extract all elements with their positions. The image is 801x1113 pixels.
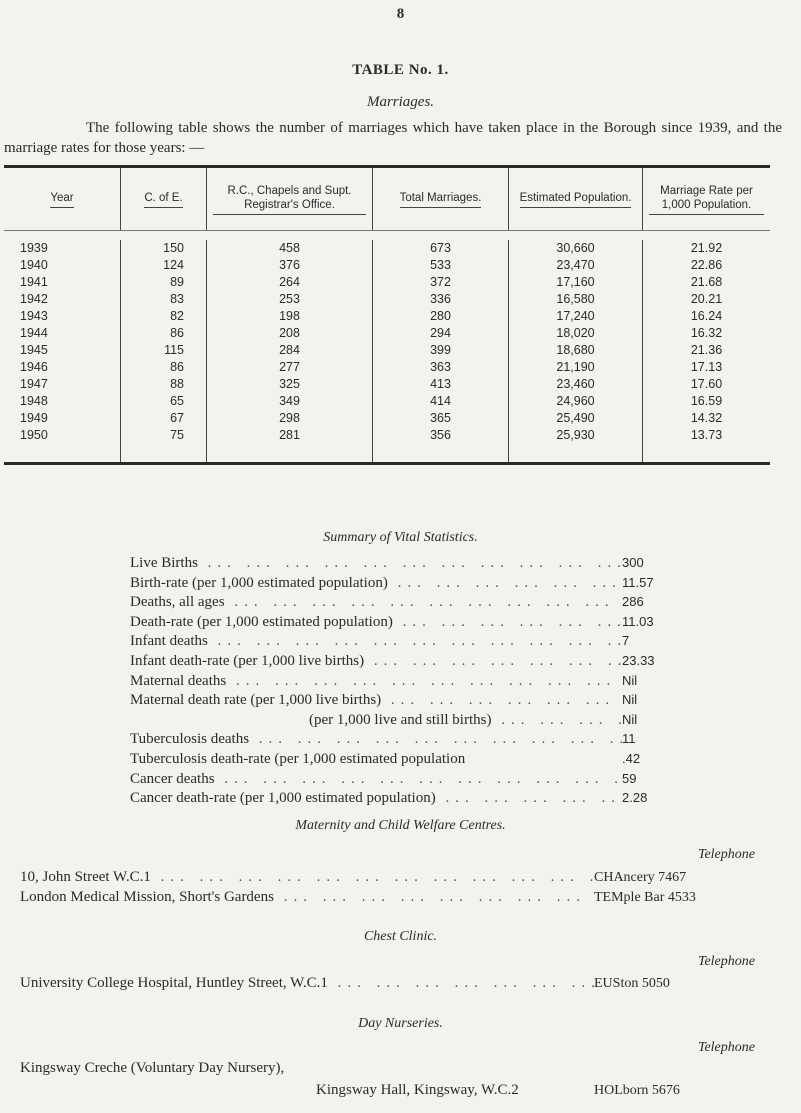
header-c-of-e: C. of E. bbox=[120, 168, 206, 230]
stat-value: 2.28 bbox=[622, 790, 648, 806]
stat-value: 59 bbox=[622, 770, 637, 786]
cell-total-marriages: 372 bbox=[372, 274, 508, 291]
cell-estimated-population: 18,020 bbox=[508, 325, 642, 342]
cell-c-of-e: 86 bbox=[120, 359, 206, 376]
cell-year: 1949 bbox=[20, 411, 48, 425]
entry-name: University College Hospital, Huntley Street, W.C.1 ... . bbox=[20, 975, 594, 992]
stat-label: Cancer death-rate (per 1,000 estimated population) ... . bbox=[130, 790, 622, 807]
table-row bbox=[4, 240, 770, 257]
cell-c-of-e: 115 bbox=[120, 342, 206, 359]
stat-label: Infant deaths ... . bbox=[130, 633, 622, 650]
stat-row bbox=[130, 692, 690, 712]
cell-marriage-rate: 14.32 bbox=[642, 410, 770, 427]
table-row bbox=[4, 410, 770, 427]
cell-marriage-rate: 21.36 bbox=[642, 342, 770, 359]
entry-name: Kingsway Creche (Voluntary Day Nursery), bbox=[20, 1060, 285, 1076]
page-number: 8 bbox=[396, 6, 405, 22]
cell-rc-chapels: 281 bbox=[206, 427, 372, 444]
stat-value: 11 bbox=[622, 731, 636, 747]
entry-phone: EUSton 5050 bbox=[594, 976, 670, 991]
header-marriage-rate: Marriage Rate per 1,000 Population. bbox=[642, 168, 770, 230]
stat-row bbox=[130, 751, 690, 771]
cell-rc-chapels: 298 bbox=[206, 410, 372, 427]
maternity-title: Maternity and Child Welfare Centres. bbox=[295, 818, 506, 833]
cell-c-of-e: 86 bbox=[120, 325, 206, 342]
cell-estimated-population: 25,930 bbox=[508, 427, 642, 444]
entry-name: 10, John Street W.C.1 ... . bbox=[20, 869, 594, 886]
stat-label: Death-rate (per 1,000 estimated population) ... . bbox=[130, 614, 622, 631]
cell-rc-chapels: 458 bbox=[206, 240, 372, 257]
cell-total-marriages: 363 bbox=[372, 359, 508, 376]
cell-total-marriages: 414 bbox=[372, 393, 508, 410]
cell-marriage-rate: 17.13 bbox=[642, 359, 770, 376]
entry-address: Kingsway Hall, Kingsway, W.C.2 bbox=[316, 1082, 519, 1098]
cell-marriage-rate: 16.24 bbox=[642, 308, 770, 325]
cell-c-of-e: 89 bbox=[120, 274, 206, 291]
cell-year: 1945 bbox=[20, 343, 48, 357]
table-row bbox=[4, 359, 770, 376]
stat-row bbox=[130, 575, 690, 595]
table-bottom-rule bbox=[4, 462, 770, 465]
stat-value: 23.33 bbox=[622, 652, 655, 668]
cell-estimated-population: 24,960 bbox=[508, 393, 642, 410]
cell-marriage-rate: 21.68 bbox=[642, 274, 770, 291]
cell-estimated-population: 21,190 bbox=[508, 359, 642, 376]
stat-row bbox=[130, 731, 690, 751]
table-title: TABLE No. 1. bbox=[352, 62, 449, 78]
cell-marriage-rate: 20.21 bbox=[642, 291, 770, 308]
stat-value: Nil bbox=[622, 672, 638, 688]
cell-total-marriages: 280 bbox=[372, 308, 508, 325]
stat-row bbox=[130, 614, 690, 634]
entry-phone: HOLborn 5676 bbox=[594, 1083, 680, 1098]
table-row bbox=[4, 342, 770, 359]
table-row bbox=[4, 257, 770, 274]
stat-value: Nil bbox=[622, 692, 638, 708]
table-row bbox=[4, 274, 770, 291]
cell-total-marriages: 336 bbox=[372, 291, 508, 308]
cell-estimated-population: 17,160 bbox=[508, 274, 642, 291]
cell-total-marriages: 673 bbox=[372, 240, 508, 257]
cell-total-marriages: 356 bbox=[372, 427, 508, 444]
entry-phone: CHAncery 7467 bbox=[594, 870, 687, 885]
table-header-row bbox=[4, 168, 770, 230]
header-total-marriages: Total Marriages. bbox=[372, 168, 508, 230]
stat-value: 286 bbox=[622, 594, 644, 610]
day-nursery-entry bbox=[20, 1060, 760, 1080]
table-row bbox=[4, 427, 770, 444]
cell-estimated-population: 30,660 bbox=[508, 240, 642, 257]
cell-rc-chapels: 208 bbox=[206, 325, 372, 342]
entry-name: London Medical Mission, Short's Gardens ... . bbox=[20, 889, 594, 906]
cell-marriage-rate: 17.60 bbox=[642, 376, 770, 393]
table-subtitle: Marriages. bbox=[366, 94, 435, 110]
cell-rc-chapels: 349 bbox=[206, 393, 372, 410]
cell-year: 1943 bbox=[20, 309, 48, 323]
chest-clinic-telephone-label: Telephone bbox=[697, 954, 755, 969]
header-rc-chapels: R.C., Chapels and Supt. Registrar's Office. bbox=[206, 168, 372, 230]
cell-total-marriages: 365 bbox=[372, 410, 508, 427]
header-year: Year bbox=[4, 168, 120, 230]
cell-c-of-e: 67 bbox=[120, 410, 206, 427]
cell-total-marriages: 413 bbox=[372, 376, 508, 393]
stat-label: Deaths, all ages ... . bbox=[130, 594, 622, 611]
cell-estimated-population: 23,460 bbox=[508, 376, 642, 393]
cell-c-of-e: 124 bbox=[120, 257, 206, 274]
maternity-telephone-label: Telephone bbox=[697, 847, 755, 862]
cell-year: 1944 bbox=[20, 326, 48, 340]
cell-total-marriages: 399 bbox=[372, 342, 508, 359]
cell-rc-chapels: 277 bbox=[206, 359, 372, 376]
intro-paragraph: The following table shows the number of marriages which have taken place in the Borough since 1939, and the marriage rates for those years: — bbox=[4, 120, 782, 156]
cell-total-marriages: 294 bbox=[372, 325, 508, 342]
stat-row bbox=[130, 712, 690, 732]
stat-label: Infant death-rate (per 1,000 live births) ... . bbox=[130, 653, 622, 670]
cell-marriage-rate: 13.73 bbox=[642, 427, 770, 444]
marriages-table bbox=[4, 165, 770, 465]
cell-c-of-e: 82 bbox=[120, 308, 206, 325]
cell-year: 1942 bbox=[20, 292, 48, 306]
stat-row bbox=[130, 673, 690, 693]
cell-rc-chapels: 264 bbox=[206, 274, 372, 291]
cell-year: 1939 bbox=[20, 241, 48, 255]
cell-c-of-e: 65 bbox=[120, 393, 206, 410]
cell-c-of-e: 75 bbox=[120, 427, 206, 444]
cell-total-marriages: 533 bbox=[372, 257, 508, 274]
cell-year: 1950 bbox=[20, 428, 48, 442]
day-nurseries-title: Day Nurseries. bbox=[358, 1016, 443, 1031]
day-nurseries-telephone-label: Telephone bbox=[697, 1040, 755, 1055]
cell-year: 1940 bbox=[20, 258, 48, 272]
stat-label: Cancer deaths ... . bbox=[130, 771, 622, 788]
cell-c-of-e: 150 bbox=[120, 240, 206, 257]
stat-value: 300 bbox=[622, 555, 644, 570]
cell-rc-chapels: 376 bbox=[206, 257, 372, 274]
vital-stats-list bbox=[130, 555, 690, 810]
header-estimated-population: Estimated Population. bbox=[508, 168, 642, 230]
stat-label: Birth-rate (per 1,000 estimated population) ... . bbox=[130, 575, 622, 592]
cell-rc-chapels: 198 bbox=[206, 308, 372, 325]
stat-label: Tuberculosis deaths ... . bbox=[130, 731, 622, 748]
table-row bbox=[4, 308, 770, 325]
cell-c-of-e: 88 bbox=[120, 376, 206, 393]
cell-estimated-population: 16,580 bbox=[508, 291, 642, 308]
stat-value: 11.57 bbox=[622, 574, 654, 590]
day-nursery-address-row bbox=[20, 1082, 760, 1102]
cell-estimated-population: 25,490 bbox=[508, 410, 642, 427]
stat-value: Nil bbox=[622, 711, 638, 727]
stat-label: Tuberculosis death-rate (per 1,000 estimated population bbox=[130, 750, 466, 767]
stat-value: 7 bbox=[622, 633, 630, 649]
stat-row bbox=[130, 555, 690, 575]
vital-stats-title: Summary of Vital Statistics. bbox=[323, 530, 478, 545]
cell-year: 1948 bbox=[20, 394, 48, 408]
table-row bbox=[4, 376, 770, 393]
entry-phone: TEMple Bar 4533 bbox=[594, 890, 696, 905]
stat-label: Maternal deaths ... . bbox=[130, 673, 622, 690]
cell-marriage-rate: 22.86 bbox=[642, 257, 770, 274]
stat-label: (per 1,000 live and still births) ... . bbox=[130, 712, 622, 729]
cell-year: 1941 bbox=[20, 275, 48, 289]
table-body bbox=[4, 230, 770, 462]
cell-c-of-e: 83 bbox=[120, 291, 206, 308]
stat-value: .42 bbox=[622, 750, 641, 766]
cell-rc-chapels: 325 bbox=[206, 376, 372, 393]
stat-value: 11.03 bbox=[622, 613, 654, 629]
cell-year: 1946 bbox=[20, 360, 48, 374]
table-row bbox=[4, 291, 770, 308]
stat-row bbox=[130, 790, 690, 810]
stat-row bbox=[130, 653, 690, 673]
cell-estimated-population: 17,240 bbox=[508, 308, 642, 325]
table-row bbox=[4, 325, 770, 342]
stat-label: Live Births ... . bbox=[130, 555, 622, 572]
cell-rc-chapels: 284 bbox=[206, 342, 372, 359]
chest-clinic-title: Chest Clinic. bbox=[363, 929, 438, 944]
cell-year: 1947 bbox=[20, 377, 48, 391]
maternity-entry bbox=[20, 889, 760, 909]
stat-row bbox=[130, 633, 690, 653]
table-bottom-spacer bbox=[4, 444, 770, 462]
stat-row bbox=[130, 594, 690, 614]
cell-rc-chapels: 253 bbox=[206, 291, 372, 308]
cell-estimated-population: 23,470 bbox=[508, 257, 642, 274]
table-row bbox=[4, 393, 770, 410]
cell-marriage-rate: 21.92 bbox=[642, 240, 770, 257]
maternity-entry bbox=[20, 869, 760, 889]
chest-clinic-entry bbox=[20, 975, 760, 995]
cell-marriage-rate: 16.59 bbox=[642, 393, 770, 410]
cell-marriage-rate: 16.32 bbox=[642, 325, 770, 342]
stat-row bbox=[130, 771, 690, 791]
stat-label: Maternal death rate (per 1,000 live births) ... . bbox=[130, 692, 622, 709]
cell-estimated-population: 18,680 bbox=[508, 342, 642, 359]
